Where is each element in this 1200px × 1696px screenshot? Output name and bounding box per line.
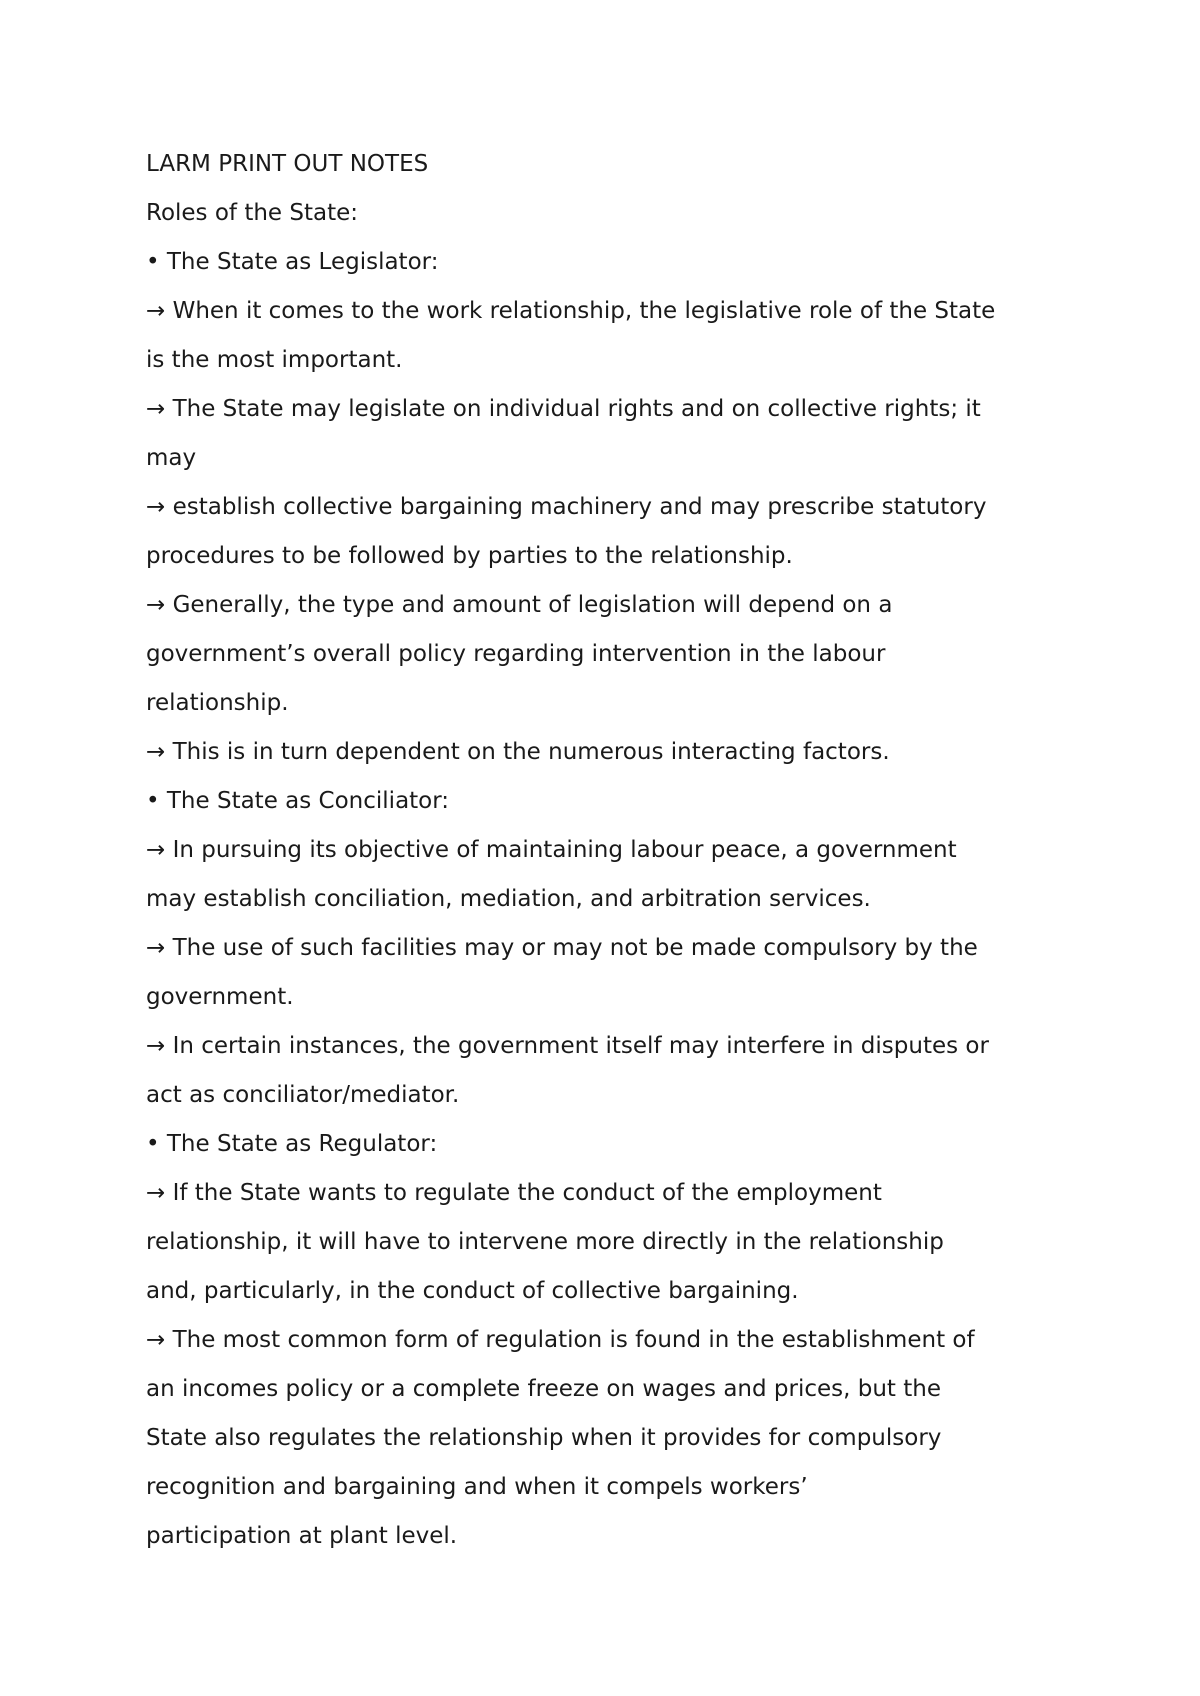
document-body	[146, 140, 1056, 1561]
text-line: recognition and bargaining and when it compels workers’	[146, 1474, 808, 1500]
text-line: → In certain instances, the government itself may interfere in disputes or	[146, 1033, 989, 1059]
text-line: government’s overall policy regarding intervention in the labour	[146, 641, 886, 667]
text-line: relationship, it will have to intervene more directly in the relationship	[146, 1229, 944, 1255]
text-line: is the most important.	[146, 347, 403, 373]
text-line: may	[146, 445, 197, 471]
text-line: → This is in turn dependent on the numerous interacting factors.	[146, 739, 890, 765]
text-line: → Generally, the type and amount of legislation will depend on a	[146, 592, 893, 618]
section-heading: Roles of the State:	[146, 200, 359, 226]
text-line: act as conciliator/mediator.	[146, 1082, 460, 1108]
text-line: may establish conciliation, mediation, and arbitration services.	[146, 886, 871, 912]
bullet-heading-legislator: • The State as Legislator:	[146, 249, 439, 275]
document-title: LARM PRINT OUT NOTES	[146, 151, 429, 177]
bullet-heading-conciliator: • The State as Conciliator:	[146, 788, 450, 814]
text-line: and, particularly, in the conduct of collective bargaining.	[146, 1278, 799, 1304]
text-line: an incomes policy or a complete freeze on wages and prices, but the	[146, 1376, 941, 1402]
text-line: State also regulates the relationship when it provides for compulsory	[146, 1425, 942, 1451]
text-line: → In pursuing its objective of maintaining labour peace, a government	[146, 837, 957, 863]
text-line: relationship.	[146, 690, 289, 716]
text-line: → If the State wants to regulate the conduct of the employment	[146, 1180, 882, 1206]
text-line: → When it comes to the work relationship, the legislative role of the State	[146, 298, 996, 324]
text-line: government.	[146, 984, 294, 1010]
text-line: → The use of such facilities may or may not be made compulsory by the	[146, 935, 978, 961]
text-line: → establish collective bargaining machinery and may prescribe statutory	[146, 494, 987, 520]
text-line: participation at plant level.	[146, 1523, 458, 1549]
text-line: → The State may legislate on individual rights and on collective rights; it	[146, 396, 981, 422]
bullet-heading-regulator: • The State as Regulator:	[146, 1131, 438, 1157]
text-line: procedures to be followed by parties to the relationship.	[146, 543, 793, 569]
text-line: → The most common form of regulation is found in the establishment of	[146, 1327, 975, 1353]
